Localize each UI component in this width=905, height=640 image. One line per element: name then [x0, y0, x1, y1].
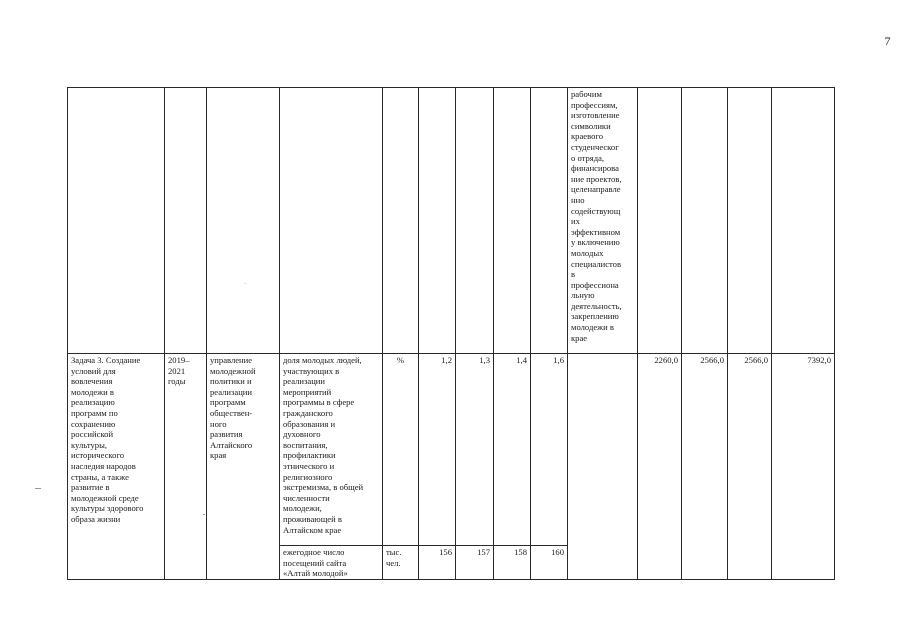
- funding-cell-total: 7392,0: [772, 354, 835, 580]
- activity-cell: [568, 354, 638, 580]
- table-cell: [772, 88, 835, 354]
- page-number: 7: [884, 34, 891, 48]
- table-cell: [383, 88, 419, 354]
- value-cell-1: 156: [419, 546, 456, 580]
- table-cell: [280, 88, 383, 354]
- executor-cell: управление молодежной политики и реализации программ обществен- ного развития Алтайского края: [207, 354, 280, 580]
- table-cell: [419, 88, 456, 354]
- value-cell-2: 1,3: [456, 354, 494, 546]
- value-cell-3: 158: [494, 546, 531, 580]
- table-cell: [682, 88, 728, 354]
- value-cell-4: 1,6: [531, 354, 568, 546]
- value-cell-1: 1,2: [419, 354, 456, 546]
- unit-cell: %: [383, 354, 419, 546]
- program-table: [67, 87, 835, 580]
- indicator-cell: ежегодное число посещений сайта «Алтай молодой»: [280, 546, 383, 580]
- scan-mark: [35, 488, 41, 489]
- table-cell: [638, 88, 682, 354]
- table-cell: [494, 88, 531, 354]
- table-cell: [456, 88, 494, 354]
- funding-cell-2: 2566,0: [682, 354, 728, 580]
- table-row: [68, 88, 835, 354]
- value-cell-2: 157: [456, 546, 494, 580]
- period-cell: 2019– 2021 годы: [165, 354, 207, 580]
- task-cell: Задача 3. Создание условий для вовлечения молодежи в реализацию программ по сохранению российской культуры, исторического наследия народов страны, а также развитие в молодежной среде культуры здорового образа жизни: [68, 354, 165, 580]
- table-cell: [728, 88, 772, 354]
- table-cell: [531, 88, 568, 354]
- indicator-cell: доля молодых людей, участвующих в реализации мероприятий программы в сфере гражданского образования и духовного воспитания, профилактики этнического и религиозного экстремизма, в общей численности молодежи, проживающей в Алтайском крае: [280, 354, 383, 546]
- table-cell: [165, 88, 207, 354]
- funding-cell-3: 2566,0: [728, 354, 772, 580]
- table-row: [68, 354, 835, 546]
- funding-cell-1: 2260,0: [638, 354, 682, 580]
- table-cell: [207, 88, 280, 354]
- scan-mark: ·: [244, 280, 247, 288]
- value-cell-4: 160: [531, 546, 568, 580]
- table-cell: [68, 88, 165, 354]
- unit-cell: тыс. чел.: [383, 546, 419, 580]
- value-cell-3: 1,4: [494, 354, 531, 546]
- activity-cell: рабочим профессиям, изготовление символики краевого студенческог о отряда, финансирова ние проектов, целенаправле нно содействующ их эффективном у включению молодых специалистов в профессиона льную деятельность, закреплению молодежи в крае: [568, 88, 638, 354]
